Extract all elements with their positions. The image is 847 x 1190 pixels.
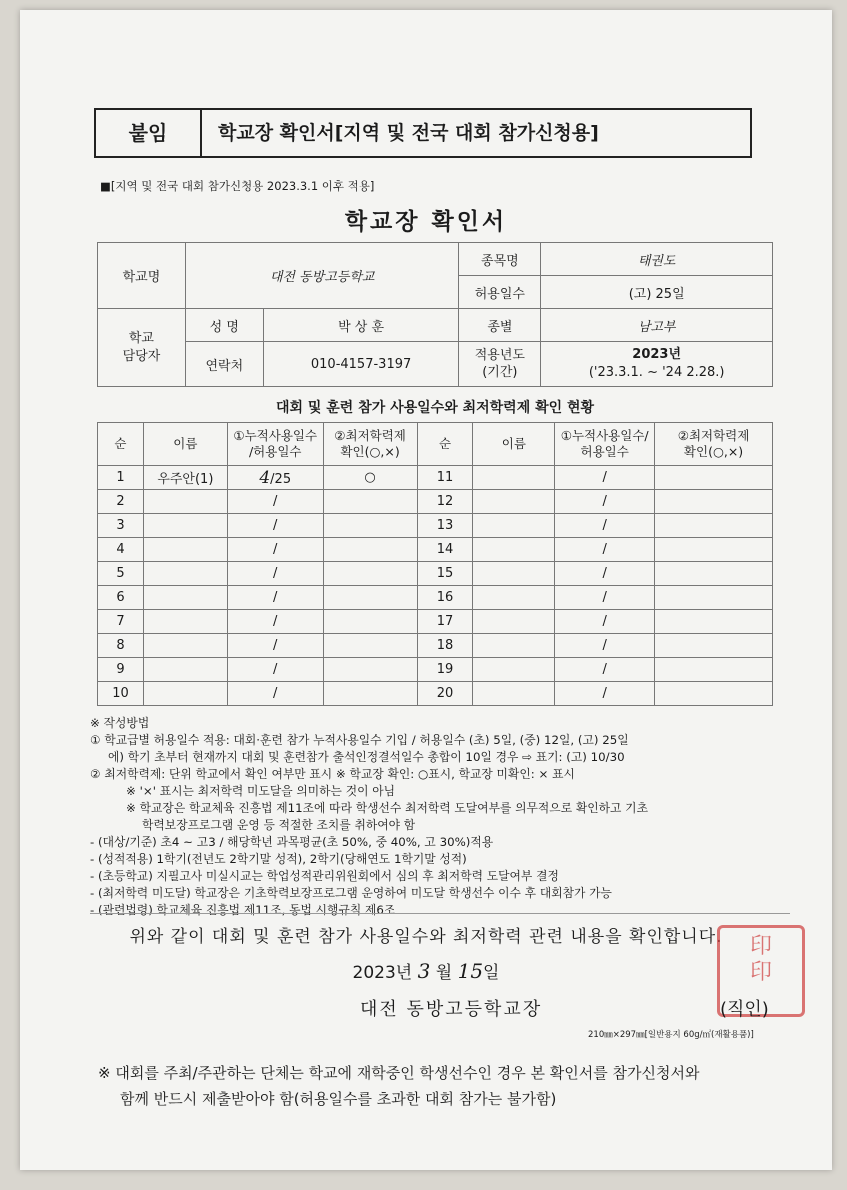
days-cell: / — [227, 610, 323, 634]
table-row — [98, 562, 773, 586]
seal-label: (직인) — [720, 999, 769, 1020]
name-cell — [473, 466, 555, 490]
check-cell — [655, 490, 773, 514]
note-line: ※ 작성방법 — [90, 716, 150, 730]
school-value: 대전 동방고등학교 — [185, 243, 459, 309]
seq-cell: 2 — [98, 490, 144, 514]
col-header: 이름 — [143, 423, 227, 466]
name-cell — [143, 610, 227, 634]
days-cell: / — [555, 562, 655, 586]
seq-cell: 15 — [417, 562, 473, 586]
seq-cell: 4 — [98, 538, 144, 562]
seq-cell: 12 — [417, 490, 473, 514]
name-label: 성 명 — [185, 309, 263, 342]
check-cell — [655, 562, 773, 586]
footer-notice — [98, 1060, 798, 1112]
days-cell: / — [227, 490, 323, 514]
year-cell — [541, 342, 773, 387]
divider — [90, 913, 790, 914]
table-row — [98, 538, 773, 562]
year-value: 2023년 — [632, 347, 682, 362]
seq-cell: 19 — [417, 658, 473, 682]
manager-label: 학교 담당자 — [98, 309, 186, 387]
check-cell — [655, 658, 773, 682]
days-cell: / — [227, 538, 323, 562]
paper-spec: 210㎜×297㎜[일반용지 60g/㎡(재활용품)] — [588, 1030, 754, 1040]
allowed-days-label: 허용일수 — [459, 276, 541, 309]
days-cell: / — [555, 466, 655, 490]
days-cell: / — [227, 514, 323, 538]
seq-cell: 7 — [98, 610, 144, 634]
days-cell: / — [555, 634, 655, 658]
name-cell — [143, 490, 227, 514]
check-cell — [323, 682, 417, 706]
seq-cell: 13 — [417, 514, 473, 538]
col-header: ①누적사용일수/ 허용일수 — [555, 423, 655, 466]
table-row — [98, 586, 773, 610]
name-cell — [143, 586, 227, 610]
check-cell — [323, 490, 417, 514]
school-label: 학교명 — [98, 243, 186, 309]
name-cell — [473, 490, 555, 514]
official-seal-stamp: 印 印 — [717, 925, 805, 1017]
col-header: ①누적사용일수 /허용일수 — [227, 423, 323, 466]
attachment-tag: 붙임 — [94, 108, 202, 158]
check-cell — [323, 634, 417, 658]
days-cell: / — [555, 658, 655, 682]
confirmation-text: 위와 같이 대회 및 훈련 참가 사용일수와 최저학력 관련 내용을 확인합니다. — [129, 927, 723, 947]
table-row — [98, 634, 773, 658]
date-year: 2023년 — [352, 963, 413, 983]
check-cell — [655, 514, 773, 538]
student-name: 우주안(1) — [143, 466, 227, 490]
col-header: ②최저학력제 확인(○,×) — [323, 423, 417, 466]
check-cell — [323, 562, 417, 586]
note-line: 학력보장프로그램 운영 등 적절한 조치를 취하여야 함 — [142, 818, 416, 832]
seq-cell: 14 — [417, 538, 473, 562]
section-title: 대회 및 훈련 참가 사용일수와 최저학력제 확인 현황 — [275, 400, 595, 416]
table-row — [98, 610, 773, 634]
days-cell: / — [555, 538, 655, 562]
period-value: ('23.3.1. ~ '24 2.28.) — [588, 365, 725, 380]
applicability-note: ■[지역 및 전국 대회 참가신청용 2023.3.1 이후 적용] — [100, 179, 375, 193]
name-cell — [473, 682, 555, 706]
footer-line: 함께 반드시 제출받아야 함(허용일수를 초과한 대회 참가는 불가함) — [120, 1090, 557, 1108]
name-cell — [143, 562, 227, 586]
category-label: 종별 — [459, 309, 541, 342]
document-page — [20, 10, 832, 1170]
days-cell: / — [555, 490, 655, 514]
table-row — [98, 514, 773, 538]
days-cell: / — [227, 658, 323, 682]
footer-line: ※ 대회를 주최/주관하는 단체는 학교에 재학중인 학생선수인 경우 본 확인서를 참가신청서와 — [98, 1064, 700, 1082]
seq-cell: 16 — [417, 586, 473, 610]
seq-cell: 1 — [98, 466, 144, 490]
name-cell — [473, 514, 555, 538]
name-cell — [143, 682, 227, 706]
note-line: 에) 학기 초부터 현재까지 대회 및 훈련참가 출석인정결석일수 총합이 10일 경우 ⇨ 표기: (고) 10/30 — [108, 750, 625, 764]
name-cell — [473, 610, 555, 634]
col-header: 이름 — [473, 423, 555, 466]
days-cell: / — [227, 586, 323, 610]
name-cell — [143, 658, 227, 682]
header-title: 학교장 확인서[지역 및 전국 대회 참가신청용] — [200, 108, 752, 158]
table-row — [98, 682, 773, 706]
check-cell — [655, 538, 773, 562]
check-cell — [655, 634, 773, 658]
name-cell — [473, 658, 555, 682]
seq-cell: 9 — [98, 658, 144, 682]
check-cell — [323, 586, 417, 610]
issue-date — [20, 958, 832, 983]
col-header: 순 — [98, 423, 144, 466]
seq-cell: 20 — [417, 682, 473, 706]
used-days-handwritten: 4 — [259, 467, 271, 488]
event-label: 종목명 — [459, 243, 541, 276]
check-cell — [655, 610, 773, 634]
event-value: 태권도 — [541, 243, 773, 276]
note-line: ① 학교급별 허용일수 적용: 대회·훈련 참가 누적사용일수 기입 / 허용일수 (초) 5일, (중) 12일, (고) 25일 — [90, 733, 629, 747]
date-day-label: 일 — [483, 963, 500, 983]
check-cell — [323, 538, 417, 562]
seq-cell: 6 — [98, 586, 144, 610]
name-value: 박 상 훈 — [263, 309, 459, 342]
seq-cell: 10 — [98, 682, 144, 706]
note-line: - (관련법령) 학교체육 진흥법 제11조, 동법 시행규칙 제6조 — [90, 903, 396, 917]
seq-cell: 5 — [98, 562, 144, 586]
contact-label: 연락처 — [185, 342, 263, 387]
seq-cell: 18 — [417, 634, 473, 658]
days-cell: / — [555, 610, 655, 634]
note-line: - (초등학교) 지필고사 미실시교는 학업성적관리위원회에서 심의 후 최저학력 도달여부 결정 — [90, 869, 559, 883]
days-cell: / — [555, 586, 655, 610]
days-cell: / — [227, 682, 323, 706]
contact-value: 010-4157-3197 — [263, 342, 459, 387]
category-value: 남고부 — [541, 309, 773, 342]
check-cell — [323, 658, 417, 682]
check-cell — [655, 682, 773, 706]
col-header: ②최저학력제 확인(○,×) — [655, 423, 773, 466]
days-cell — [227, 466, 323, 490]
check-cell — [323, 610, 417, 634]
days-cell: / — [555, 682, 655, 706]
principal-title: 대전 동방고등학교장 — [360, 999, 543, 1020]
year-label: 적용년도 (기간) — [459, 342, 541, 387]
note-line: - (성적적용) 1학기(전년도 2학기말 성적), 2학기(당해연도 1학기말 성적) — [90, 852, 467, 866]
note-line: - (최저학력 미도달) 학교장은 기초학력보장프로그램 운영하여 미도달 학생선수 이수 후 대회참가 가능 — [90, 886, 612, 900]
name-cell — [473, 562, 555, 586]
date-month-handwritten: 3 — [417, 959, 431, 983]
table-row — [98, 490, 773, 514]
note-line: ※ '×' 표시는 최저학력 미도달을 의미하는 것이 아님 — [126, 784, 396, 798]
table-row — [98, 658, 773, 682]
name-cell — [143, 634, 227, 658]
check-cell: ○ — [323, 466, 417, 490]
name-cell — [143, 538, 227, 562]
note-line: ② 최저학력제: 단위 학교에서 확인 여부만 표시 ※ 학교장 확인: ○표시, 학교장 미확인: × 표시 — [90, 767, 575, 781]
name-cell — [143, 514, 227, 538]
instructions — [90, 715, 790, 919]
days-cell: / — [227, 634, 323, 658]
usage-table — [97, 422, 773, 706]
check-cell — [323, 514, 417, 538]
seq-cell: 11 — [417, 466, 473, 490]
note-line: ※ 학교장은 학교체육 진흥법 제11조에 따라 학생선수 최저학력 도달여부를 의무적으로 확인하고 기초 — [126, 801, 648, 815]
days-cell: / — [555, 514, 655, 538]
date-day-handwritten: 15 — [457, 959, 484, 983]
info-table — [97, 242, 773, 387]
date-month-label: 월 — [435, 963, 453, 983]
check-cell — [655, 586, 773, 610]
usage-header-row — [98, 423, 773, 466]
allowed-days-value: (고) 25일 — [541, 276, 773, 309]
table-row — [98, 466, 773, 490]
note-line: - (대상/기준) 초4 ~ 고3 / 해당학년 과목평균(초 50%, 중 40%, 고 30%)적용 — [90, 835, 494, 849]
days-cell: / — [227, 562, 323, 586]
seq-cell: 3 — [98, 514, 144, 538]
name-cell — [473, 538, 555, 562]
name-cell — [473, 634, 555, 658]
document-title: 학교장 확인서 — [344, 209, 508, 235]
col-header: 순 — [417, 423, 473, 466]
allowed-days: /25 — [270, 471, 292, 487]
name-cell — [473, 586, 555, 610]
check-cell — [655, 466, 773, 490]
seq-cell: 17 — [417, 610, 473, 634]
seq-cell: 8 — [98, 634, 144, 658]
